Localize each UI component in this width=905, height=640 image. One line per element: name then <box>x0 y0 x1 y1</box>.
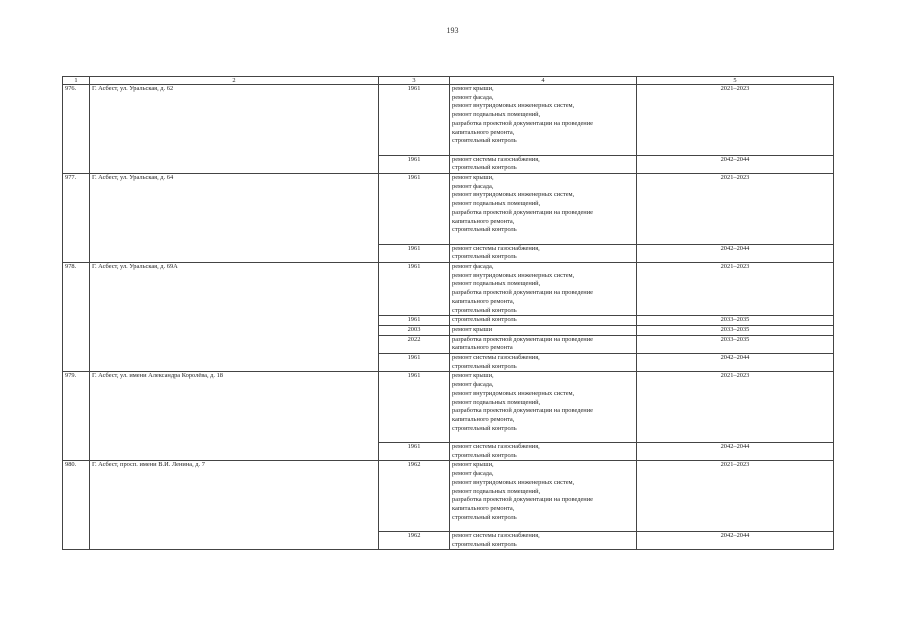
work-item: ремонт системы газоснабжения, <box>452 354 540 362</box>
year-cell: 1962 <box>379 532 450 550</box>
work-item: ремонт подвальных помещений, <box>452 398 541 406</box>
period-cell: 2042–2044 <box>637 354 834 372</box>
period-cell: 2042–2044 <box>637 155 834 173</box>
period-cell: 2033–2035 <box>637 316 834 326</box>
address-cell: Г. Асбест, ул. Уральская, д. 62 <box>90 85 379 174</box>
works-cell <box>450 532 637 550</box>
work-item: разработка проектной документации на проведение <box>452 496 593 504</box>
column-number-3: 3 <box>379 77 450 85</box>
work-item: капитального ремонта <box>452 344 513 352</box>
work-item: разработка проектной документации на проведение <box>452 407 593 415</box>
work-item: ремонт внутридомовых инженерных систем, <box>452 478 575 486</box>
year-cell: 2022 <box>379 335 450 353</box>
address-cell: Г. Асбест, просп. имени В.И. Ленина, д. 7 <box>90 461 379 550</box>
works-cell <box>450 263 637 316</box>
address-cell: Г. Асбест, ул. Уральская, д. 64 <box>90 174 379 263</box>
period-cell: 2021–2023 <box>637 85 834 156</box>
period-cell: 2033–2035 <box>637 325 834 335</box>
work-item: ремонт крыши, <box>452 174 494 181</box>
work-item: капитального ремонта, <box>452 217 515 225</box>
work-item: строительный контроль <box>452 226 517 234</box>
row-number-cell: 979. <box>63 372 90 461</box>
work-item: ремонт фасада, <box>452 470 494 478</box>
page-number: 193 <box>446 26 459 35</box>
works-cell <box>450 85 637 156</box>
table-row <box>63 263 834 316</box>
work-item: ремонт фасада, <box>452 182 494 190</box>
work-item: капитального ремонта, <box>452 504 515 512</box>
work-item: строительный контроль <box>452 306 517 314</box>
work-item: ремонт подвальных помещений, <box>452 111 541 119</box>
work-item: ремонт фасада, <box>452 381 494 389</box>
works-cell <box>450 174 637 245</box>
work-item: ремонт крыши <box>452 325 493 333</box>
work-item: строительный контроль <box>452 451 517 459</box>
work-item: ремонт крыши, <box>452 85 494 92</box>
work-item: ремонт крыши, <box>452 372 494 380</box>
row-number-cell: 976. <box>63 85 90 174</box>
works-cell <box>450 461 637 532</box>
year-cell: 1961 <box>379 372 450 443</box>
row-number-cell: 978. <box>63 263 90 372</box>
column-number-row <box>63 77 834 85</box>
year-cell: 1961 <box>379 316 450 326</box>
work-item: ремонт системы газоснабжения, <box>452 443 540 451</box>
work-item: капитального ремонта, <box>452 297 515 305</box>
table-row <box>63 174 834 245</box>
table-body <box>63 77 834 550</box>
work-item: строительный контроль <box>452 424 517 432</box>
year-cell: 1962 <box>379 461 450 532</box>
period-cell: 2021–2023 <box>637 372 834 443</box>
work-item: ремонт системы газоснабжения, <box>452 244 540 252</box>
works-cell <box>450 244 637 262</box>
work-item: разработка проектной документации на проведение <box>452 119 593 127</box>
year-cell: 1961 <box>379 354 450 372</box>
work-item: ремонт внутридомовых инженерных систем, <box>452 389 575 397</box>
work-item: разработка проектной документации на проведение <box>452 335 593 343</box>
address-cell: Г. Асбест, ул. Уральская, д. 69А <box>90 263 379 372</box>
works-cell <box>450 372 637 443</box>
row-number-cell: 980. <box>63 461 90 550</box>
year-cell: 1961 <box>379 155 450 173</box>
works-cell <box>450 155 637 173</box>
period-cell: 2021–2023 <box>637 461 834 532</box>
work-item: строительный контроль <box>452 137 517 145</box>
works-cell <box>450 325 637 335</box>
work-item: ремонт внутридомовых инженерных систем, <box>452 102 575 110</box>
work-item: капитального ремонта, <box>452 415 515 423</box>
row-number-cell: 977. <box>63 174 90 263</box>
work-item: ремонт фасада, <box>452 263 494 270</box>
address-cell: Г. Асбест, ул. имени Александра Королёва, д. 18 <box>90 372 379 461</box>
work-item: строительный контроль <box>452 540 517 548</box>
period-cell: 2021–2023 <box>637 263 834 316</box>
year-cell: 1961 <box>379 263 450 316</box>
work-item: ремонт подвальных помещений, <box>452 200 541 208</box>
year-cell: 1961 <box>379 85 450 156</box>
work-item: ремонт внутридомовых инженерных систем, <box>452 271 575 279</box>
work-item: ремонт системы газоснабжения, <box>452 155 540 163</box>
column-number-2: 2 <box>90 77 379 85</box>
table-row <box>63 372 834 443</box>
table-row <box>63 85 834 156</box>
works-cell <box>450 443 637 461</box>
column-number-4: 4 <box>450 77 637 85</box>
works-cell <box>450 335 637 353</box>
table-row <box>63 461 834 532</box>
work-item: ремонт фасада, <box>452 93 494 101</box>
period-cell: 2042–2044 <box>637 532 834 550</box>
work-item: капитального ремонта, <box>452 128 515 136</box>
capital-repair-table <box>62 76 834 550</box>
work-item: строительный контроль <box>452 316 517 324</box>
work-item: строительный контроль <box>452 164 517 172</box>
column-number-5: 5 <box>637 77 834 85</box>
work-item: строительный контроль <box>452 362 517 370</box>
work-item: разработка проектной документации на проведение <box>452 289 593 297</box>
period-cell: 2021–2023 <box>637 174 834 245</box>
period-cell: 2033–2035 <box>637 335 834 353</box>
year-cell: 1961 <box>379 244 450 262</box>
work-item: ремонт подвальных помещений, <box>452 280 541 288</box>
column-number-1: 1 <box>63 77 90 85</box>
works-cell <box>450 354 637 372</box>
work-item: строительный контроль <box>452 513 517 521</box>
year-cell: 1961 <box>379 174 450 245</box>
year-cell: 2003 <box>379 325 450 335</box>
year-cell: 1961 <box>379 443 450 461</box>
work-item: ремонт внутридомовых инженерных систем, <box>452 191 575 199</box>
work-item: ремонт подвальных помещений, <box>452 487 541 495</box>
work-item: разработка проектной документации на проведение <box>452 208 593 216</box>
period-cell: 2042–2044 <box>637 443 834 461</box>
works-cell <box>450 316 637 326</box>
work-item: ремонт крыши, <box>452 461 494 469</box>
work-item: ремонт системы газоснабжения, <box>452 532 540 540</box>
period-cell: 2042–2044 <box>637 244 834 262</box>
work-item: строительный контроль <box>452 253 517 261</box>
